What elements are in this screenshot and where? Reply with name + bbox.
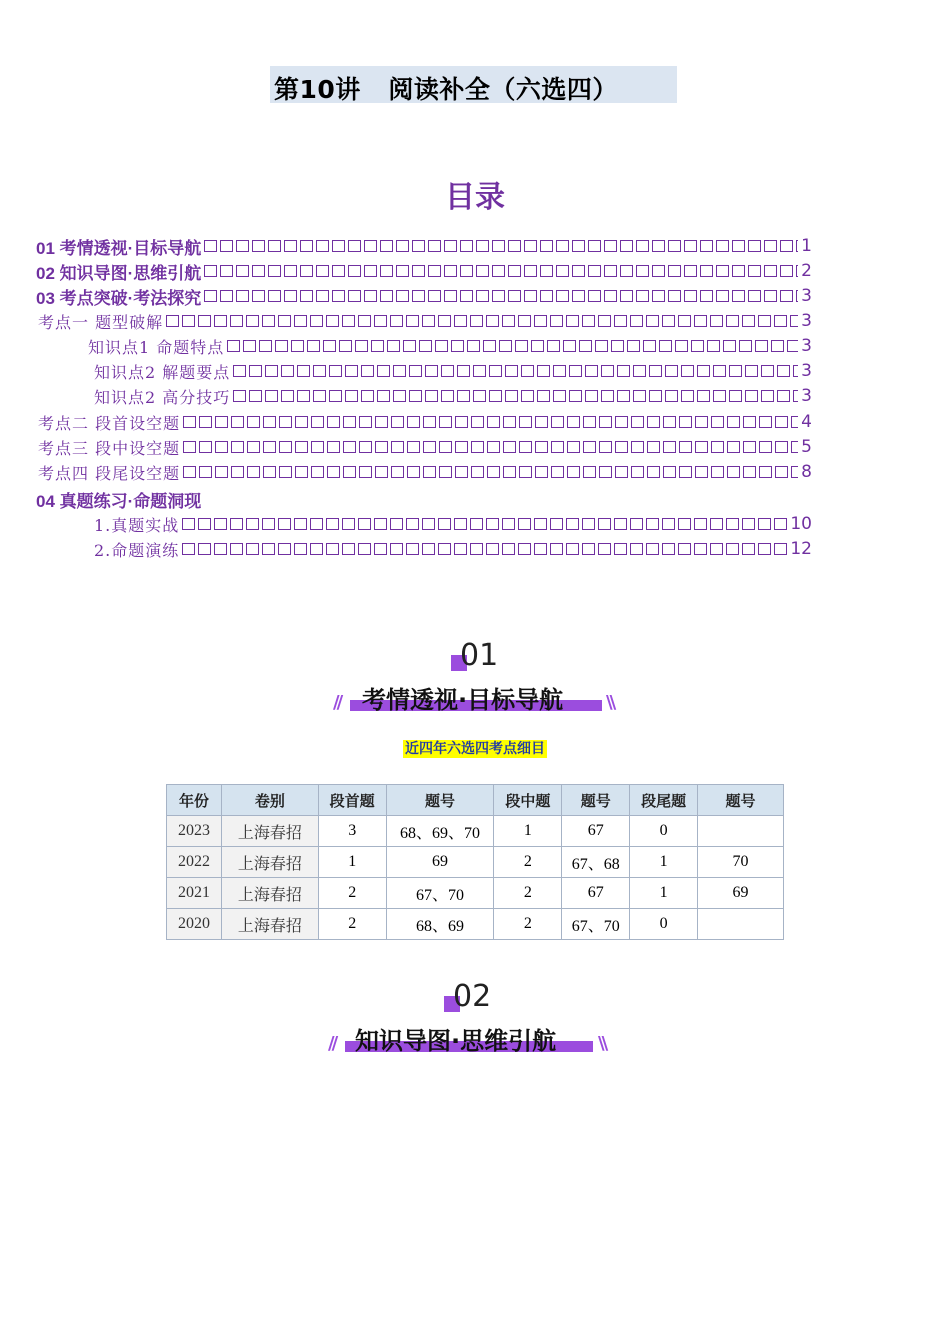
toc-item-page: 3 [801,361,812,381]
table-cell: 上海春招 [221,878,318,909]
toc-leader [183,441,798,453]
toc-item[interactable] [36,235,812,257]
toc-item-page: 10 [790,514,812,534]
table-cell: 上海春招 [221,909,318,940]
table-cell: 3 [318,816,386,847]
toc-item-label: 知识点2 高分技巧 [94,387,231,407]
toc-item-page: 2 [801,261,812,281]
table-cell: 2 [494,847,562,878]
table-row [167,847,784,878]
slash-decoration-right: \\ [598,1033,606,1054]
toc-item-page: 1 [801,236,812,256]
toc-leader [182,543,787,555]
toc-item-page: 8 [801,462,812,482]
table-cell: 69 [386,847,494,878]
toc-item-page: 4 [801,412,812,432]
table-cell: 0 [630,909,698,940]
table-cell: 1 [318,847,386,878]
table-cell: 67、70 [386,878,494,909]
toc-item-page: 12 [790,539,812,559]
toc-item[interactable] [94,360,812,382]
slash-decoration-left: // [328,1033,336,1054]
section-number: 01 [460,638,499,673]
table-cell: 1 [494,816,562,847]
toc-leader [233,390,798,402]
toc-leader [204,290,798,302]
toc-item-label: 考点四 段尾设空题 [38,463,181,483]
toc-item-label: 考点三 段中设空题 [38,438,181,458]
table-cell: 2021 [167,878,222,909]
toc-item-label: 04 真题练习·命题洞现 [36,491,202,510]
toc-item-label: 知识点1 命题特点 [88,337,225,357]
table-caption-text: 近四年六选四考点细目 [405,741,545,757]
toc-leader [204,265,798,277]
toc-item-page: 3 [801,386,812,406]
toc-item-page: 3 [801,286,812,306]
table-cell: 上海春招 [221,816,318,847]
slash-decoration-left: // [333,692,341,713]
table-cell: 67、70 [562,909,630,940]
table-cell: 2 [318,878,386,909]
table-cell: 2020 [167,909,222,940]
table-row [167,816,784,847]
toc-item[interactable] [38,461,812,483]
column-header: 题号 [386,785,494,816]
table-cell: 2 [494,878,562,909]
column-header: 段尾题 [630,785,698,816]
toc-item[interactable] [94,538,812,560]
table-cell: 70 [698,847,784,878]
toc-item[interactable] [36,488,201,510]
toc-item[interactable] [36,260,812,282]
toc-item-page: 5 [801,437,812,457]
toc-item[interactable] [94,513,812,535]
table-cell: 2 [318,909,386,940]
table-cell: 69 [698,878,784,909]
slash-decoration-right: \\ [606,692,614,713]
toc-item[interactable] [38,436,812,458]
table-caption [0,738,950,758]
toc-item[interactable] [36,285,812,307]
column-header: 段首题 [318,785,386,816]
toc-leader [233,365,798,377]
table-cell: 2 [494,909,562,940]
exam-points-table [166,784,784,940]
table-header-row [167,785,784,816]
toc-item-label: 03 考点突破·考法探究 [36,288,202,307]
toc-item-label: 考点一 题型破解 [38,312,164,332]
toc-leader [166,315,798,327]
table-row [167,909,784,940]
page-title: 第10讲 阅读补全（六选四） [274,75,618,104]
table-cell: 0 [630,816,698,847]
toc-leader [182,518,787,530]
toc-leader [183,466,798,478]
toc-leader [204,240,798,252]
toc-item-label: 01 考情透视·目标导航 [36,238,202,257]
column-header: 卷别 [221,785,318,816]
column-header: 题号 [698,785,784,816]
toc-item-label: 2.命题演练 [94,540,180,560]
table-cell [698,909,784,940]
toc-item-label: 知识点2 解题要点 [94,362,231,382]
toc-item[interactable] [88,335,812,357]
toc-heading: 目录 [445,180,505,215]
toc-item-page: 3 [801,336,812,356]
toc-item[interactable] [94,385,812,407]
section-title: 知识导图·思维引航 [355,1027,557,1055]
table-cell: 67、68 [562,847,630,878]
toc-leader [183,416,798,428]
column-header: 段中题 [494,785,562,816]
toc-item[interactable] [38,411,812,433]
table-cell: 2022 [167,847,222,878]
toc-item[interactable] [38,310,812,332]
table-cell: 1 [630,878,698,909]
section-title: 考情透视·目标导航 [362,686,564,714]
table-cell: 68、69、70 [386,816,494,847]
table-row [167,878,784,909]
section-number: 02 [453,979,492,1014]
table-cell: 2023 [167,816,222,847]
table-cell [698,816,784,847]
table-cell: 68、69 [386,909,494,940]
toc-item-label: 02 知识导图·思维引航 [36,263,202,282]
toc-item-label: 考点二 段首设空题 [38,413,181,433]
table-cell: 67 [562,878,630,909]
toc-item-page: 3 [801,311,812,331]
toc-leader [227,340,798,352]
table-cell: 67 [562,816,630,847]
toc-item-label: 1.真题实战 [94,515,180,535]
column-header: 年份 [167,785,222,816]
column-header: 题号 [562,785,630,816]
table-cell: 1 [630,847,698,878]
table-cell: 上海春招 [221,847,318,878]
